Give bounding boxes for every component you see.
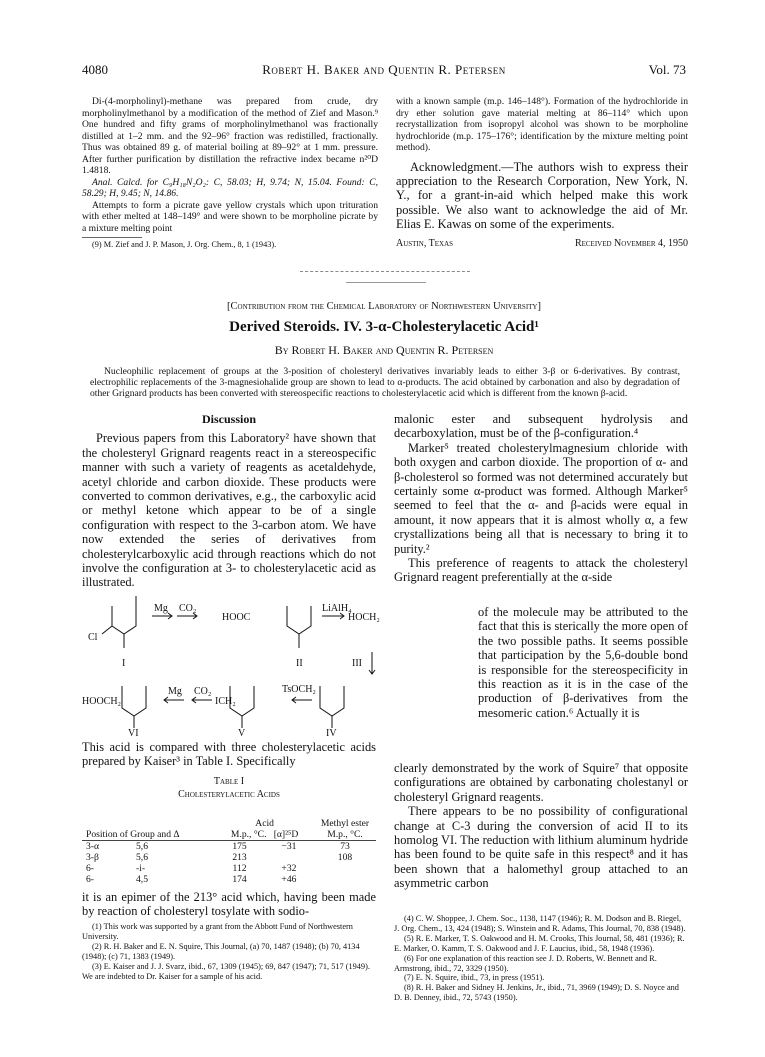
- table-caption: Cholesterylacetic Acids: [178, 789, 280, 800]
- right-footnotes: [394, 914, 688, 1003]
- discussion-left-3: [82, 890, 376, 919]
- table-header-row: [82, 806, 376, 840]
- right-paragraph-3a: This preference of reagents to attack the cholesteryl Grignard reagent preferentially at the α-side: [394, 556, 688, 585]
- right-paragraph-3c: clearly demonstrated by the work of Squire⁷ that opposite configurations are obtained by carbonating cholestanyl or cholesteryl Grignard reagents.: [394, 761, 688, 804]
- table-row: 3-α 5,6 175 −31 73: [86, 840, 350, 852]
- running-header: [82, 62, 686, 82]
- article-title: Derived Steroids. IV. 3-α-Cholesterylacetic Acid¹: [229, 319, 539, 335]
- right-paragraph-3b: of the molecule may be attributed to the fact that this is sterically the more open of the two possible paths. It seems possible that participation by the 5,6-double bond is responsible for the stereospecificity in this reaction as it is in the case of the production of β-derivatives from the mesomeric cation.⁶ Actually it is: [478, 605, 688, 720]
- reagent-lialh4: LiAlH₄: [322, 603, 352, 614]
- col-rotation: [α]²⁵D: [273, 828, 299, 840]
- article-separator-short: [346, 282, 426, 283]
- volume-label: Vol. 73: [648, 62, 686, 77]
- steroid-ring-V: [230, 686, 254, 728]
- right-paragraph-1: malonic ester and subsequent hydrolysis and decarboxylation, must be of the β-configuration.⁴: [394, 412, 688, 441]
- footnote-rule: [82, 237, 142, 238]
- discussion-right: [394, 412, 688, 585]
- discussion-right-2: [394, 761, 688, 891]
- acknowledgment: Acknowledgment.—The authors wish to express their appreciation to the Research Corporation, New York, N. Y., for a grant-in-aid which helped make this work possible. We also want to acknowledge the aid of Mr. Elias E. Kawas on some of the experiments.: [396, 159, 688, 232]
- discussion-paragraph-3: it is an epimer of the 213° acid which, having been made by reaction of cholesteryl tosylate with sodio-: [82, 890, 376, 919]
- footnote-7: (7) E. N. Squire, ibid., 73, in press (1951).: [404, 973, 545, 983]
- col-mp: M.p., °C.: [230, 828, 267, 840]
- article-separator: [300, 271, 470, 272]
- abstract: [90, 366, 680, 400]
- discussion-left: [82, 412, 376, 590]
- discussion-heading: Discussion: [201, 412, 257, 426]
- reagent-mg: Mg: [154, 603, 168, 614]
- col-acid: Acid: [255, 817, 274, 829]
- discussion-right-wrap: [478, 605, 688, 720]
- discussion-paragraph-1: Previous papers from this Laboratory² have shown that the cholesteryl Grignard reagents react in a stereospecific manner with such a variety of reagents as acetaldehyde, acetyl chloride and carbon dioxide. These products were converted to common derivatives, e.g., the carboxylic acid or methyl ketone which appear to be of a single configuration with respect to the 3-carbon atom. We have now extended the series of derivatives from cholesterylcarboxylic acid through reactions which do not involve the configuration at 3- to cholesterylacetic acid as illustrated.: [82, 431, 376, 590]
- table-row: 6- -i- 112 +32: [86, 862, 297, 874]
- group-hoch2: HOCH₂: [348, 612, 380, 623]
- compound-v: V: [238, 728, 246, 738]
- picrate-paragraph: Attempts to form a picrate gave yellow crystals which upon trituration with ether melted at 148–149° and were shown to be morpholine picrate by a mixture melting point: [82, 199, 378, 234]
- discussion-paragraph-2: This acid is compared with three cholesterylacetic acids prepared by Kaiser³ in Table I. Specifically: [82, 740, 376, 769]
- reaction-scheme: [82, 590, 382, 738]
- col-acid-group: [215, 806, 314, 840]
- received-date: Received November 4, 1950: [574, 237, 688, 249]
- footnote-8: (8) R. H. Baker and Sidney H. Jenkins, Jr., ibid., 71, 3969 (1949); D. S. Noyce and D. B. Denney, ibid., 72, 5743 (1950).: [394, 983, 679, 1003]
- hydrochloride-paragraph: with a known sample (m.p. 146–148°). Formation of the hydrochloride in dry ether solution gave material melting at 86–114° which upon recrystallization from isopropyl alcohol was shown to be morpholine hydrochloride (m.p. 175–176°; identification by the mixture melting point method).: [396, 96, 688, 153]
- footnote-3: (3) E. Kaiser and J. J. Svarz, ibid., 67, 1309 (1945); 69, 847 (1947); 71, 517 (1949). We are indebted to Dr. Kaiser for a sample of his acid.: [82, 961, 370, 981]
- table-label: Table I: [213, 776, 245, 787]
- steroid-ring-III: [320, 686, 344, 728]
- reagent-co2-b: CO₂: [194, 686, 212, 697]
- left-footnotes: [82, 922, 376, 981]
- footnote-5: (5) R. E. Marker, T. S. Oakwood and H. M. Crooks, This Journal, 58, 481 (1936); R. E. Marker, O. Kamm, T. S. Oakwood and J. F. Laucius, ibid., 58, 1948 (1936).: [394, 933, 685, 953]
- analysis-line: Anal. Calcd. for C₉H₁₈N₂O₂: C, 58.03; H, 9.74; N, 15.04. Found: C, 58.29; H, 9.45; N, 14.86.: [82, 176, 378, 199]
- prev-article-left: [82, 96, 378, 250]
- group-hooc: HOOC: [222, 612, 251, 623]
- place: Austin, Texas: [396, 237, 454, 249]
- compound-iii: III: [352, 658, 362, 669]
- abstract-text: Nucleophilic replacement of groups at the 3-position of cholesteryl derivatives invariably leads to either 3-β or 6-derivatives. By contrast, electrophilic replacements of the 3-magnesiohalide group are shown to lead to α-products. The acid obtained by carbonation and also by degradation of other Grignard products has been converted with stereospecific reactions to cholesterylacetic acid which is different from the known β-acid.: [90, 366, 680, 400]
- compound-iv: IV: [326, 728, 337, 738]
- steroid-ring-VI: [122, 686, 146, 728]
- discussion-left-2: [82, 740, 376, 769]
- cholesterylacetic-acids-table: [82, 806, 376, 885]
- compound-vi: VI: [128, 728, 139, 738]
- group-tsoch2: TsOCH₂: [282, 684, 316, 695]
- col-ester: Methyl ester M.p., °C.: [320, 817, 370, 840]
- reagent-mg-b: Mg: [168, 686, 182, 697]
- footnote-6: (6) For one explanation of this reaction see J. D. Roberts, W. Bennett and R. Armstrong, ibid., 72, 3329 (1950).: [394, 953, 657, 973]
- right-paragraph-4: There appears to be no possibility of configurational change at C-3 during the conversion of acid II to its homolog VI. The reduction with lithium aluminum hydride has been found to be quite safe in this respect⁸ and it has been shown that a halomethyl group attached to an asymmetric carbon: [394, 804, 688, 891]
- reagent-co2: CO₂: [179, 603, 197, 614]
- prev-article-right: [396, 96, 688, 250]
- table-row: 3-β 5,6 213 108: [86, 851, 353, 863]
- chloride-label: Cl: [88, 632, 98, 643]
- footnote-1: (1) This work was supported by a grant from the Abbott Fund of Northwestern University.: [82, 922, 353, 941]
- byline: By Robert H. Baker and Quentin R. Petersen: [274, 343, 494, 357]
- dateline: [396, 238, 688, 250]
- group-ich2: ICH₂: [215, 696, 236, 707]
- steroid-ring-I: [102, 596, 136, 648]
- table-row: 6- 4,5 174 +46: [86, 873, 297, 885]
- contribution-line: [Contribution from the Chemical Laboratory of Northwestern University]: [227, 301, 541, 312]
- steroid-ring-II: [287, 606, 311, 648]
- right-paragraph-2: Marker⁵ treated cholesterylmagnesium chloride with both oxygen and carbon dioxide. The proportion of α- and β-cholesterol so formed was not determined accurately but certainly some α-product was formed. Although Marker⁵ seemed to feel that the α- and β-acids were equal in amount, it now appears that it is almost wholly α, a few crystallizations being all that is necessary to bring it to purity.²: [394, 440, 688, 556]
- footnote-4: (4) C. W. Shoppee, J. Chem. Soc., 1138, 1147 (1946); R. M. Dodson and B. Riegel, J. Org. Chem., 13, 424 (1948); S. Winstein and R. Adams, This Journal, 70, 838 (1948).: [394, 914, 686, 933]
- header-authors: Robert H. Baker and Quentin R. Petersen: [262, 62, 506, 77]
- compound-ii: II: [296, 658, 303, 669]
- group-hooch2: HOOCH₂: [82, 696, 122, 707]
- experimental-paragraph: Di-(4-morpholinyl)-methane was prepared from crude, dry morpholinylmethanol by a modification of the method of Zief and Mason.⁹ One hundred and fifty grams of morpholinylmethanol was fractionally distilled at 1–2 mm. and the 92–96° fraction was redistilled, fractionally. Thus was obtained 89 g. of material boiling at 89–92° at 1 mm. pressure. After further purification by distillation the refractive index became n²⁰D 1.4818.: [82, 96, 378, 176]
- compound-i: I: [122, 658, 126, 669]
- page-number: 4080: [82, 62, 108, 77]
- col-position: Position of Group and Δ: [86, 828, 180, 840]
- footnote-9: (9) M. Zief and J. P. Mason, J. Org. Chem., 8, 1 (1943).: [92, 240, 277, 249]
- footnote-2: (2) R. H. Baker and E. N. Squire, This Journal, (a) 70, 1487 (1948); (b) 70, 4134 (1948); (c) 71, 1383 (1949).: [82, 941, 360, 961]
